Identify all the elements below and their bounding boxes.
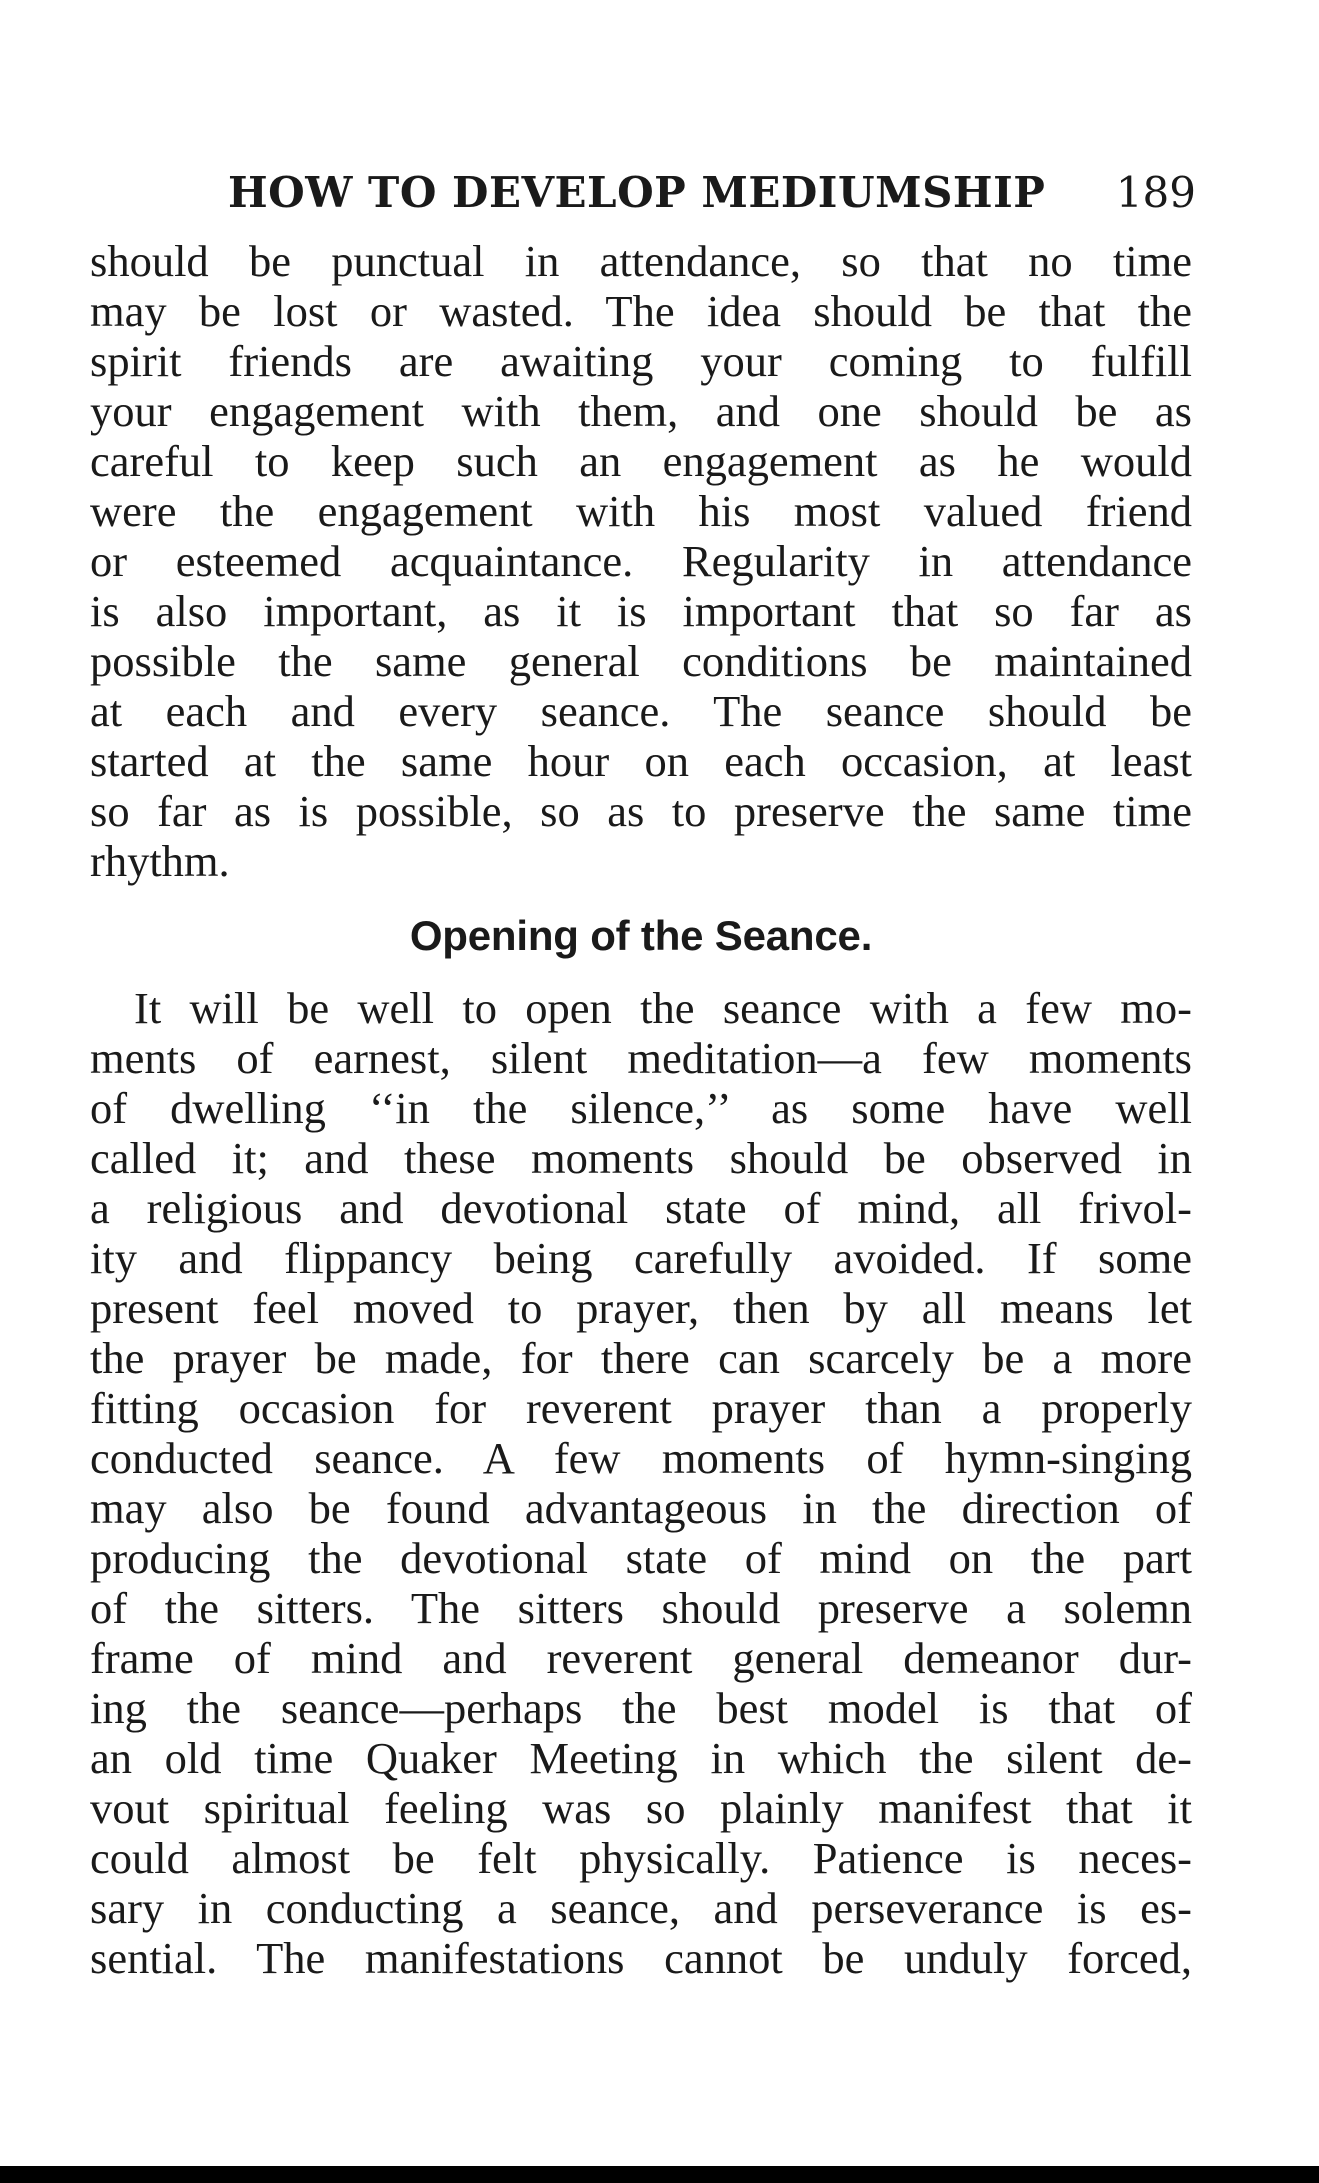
page-number: 189 <box>1115 168 1196 217</box>
text-line: your engagement with them, and one should be as <box>90 386 1192 436</box>
text-line: should be punctual in attendance, so that no time <box>90 236 1192 286</box>
text-line: sential. The manifestations cannot be unduly forced, <box>90 1933 1192 1983</box>
book-page <box>90 168 1196 1983</box>
text-line: It will be well to open the seance with a few mo- <box>134 983 1192 1033</box>
bottom-scan-edge <box>0 2166 1319 2183</box>
text-line: of dwelling ‘‘in the silence,’’ as some have well <box>90 1083 1192 1133</box>
text-line: is also important, as it is important that so far as <box>90 586 1192 636</box>
text-line: producing the devotional state of mind on the part <box>90 1533 1192 1583</box>
text-line: ity and flippancy being carefully avoided. If some <box>90 1233 1192 1283</box>
text-line: could almost be felt physically. Patience is neces- <box>90 1833 1192 1883</box>
text-line: ments of earnest, silent meditation—a few moments <box>90 1033 1192 1083</box>
text-line: may be lost or wasted. The idea should be that the <box>90 286 1192 336</box>
paragraph-punctuality <box>90 236 1192 886</box>
text-line: of the sitters. The sitters should preserve a solemn <box>90 1583 1192 1633</box>
text-line: frame of mind and reverent general demeanor dur- <box>90 1633 1192 1683</box>
text-line: were the engagement with his most valued friend <box>90 486 1192 536</box>
text-line: fitting occasion for reverent prayer than a properly <box>90 1383 1192 1433</box>
text-line: or esteemed acquaintance. Regularity in attendance <box>90 536 1192 586</box>
text-line: may also be found advantageous in the direction of <box>90 1483 1192 1533</box>
text-line: called it; and these moments should be observed in <box>90 1133 1192 1183</box>
text-line: so far as is possible, so as to preserve the same time <box>90 786 1192 836</box>
running-title: HOW TO DEVELOP MEDIUMSHIP <box>228 168 1046 217</box>
text-line: sary in conducting a seance, and perseverance is es- <box>90 1883 1192 1933</box>
running-head <box>90 168 1196 232</box>
text-line: present feel moved to prayer, then by all means let <box>90 1283 1192 1333</box>
text-line: conducted seance. A few moments of hymn-singing <box>90 1433 1192 1483</box>
text-line: the prayer be made, for there can scarcely be a more <box>90 1333 1192 1383</box>
text-line: vout spiritual feeling was so plainly manifest that it <box>90 1783 1192 1833</box>
section-heading: Opening of the Seance. <box>409 912 873 959</box>
text-line: started at the same hour on each occasion, at least <box>90 736 1192 786</box>
text-line: possible the same general conditions be maintained <box>90 636 1192 686</box>
text-line: a religious and devotional state of mind, all frivol- <box>90 1183 1192 1233</box>
text-line: rhythm. <box>90 836 230 886</box>
text-line: an old time Quaker Meeting in which the silent de- <box>90 1733 1192 1783</box>
text-line: careful to keep such an engagement as he would <box>90 436 1192 486</box>
text-line: spirit friends are awaiting your coming to fulfill <box>90 336 1192 386</box>
text-line: ing the seance—perhaps the best model is that of <box>90 1683 1192 1733</box>
text-line: at each and every seance. The seance should be <box>90 686 1192 736</box>
paragraph-opening-of-seance <box>90 983 1192 1983</box>
